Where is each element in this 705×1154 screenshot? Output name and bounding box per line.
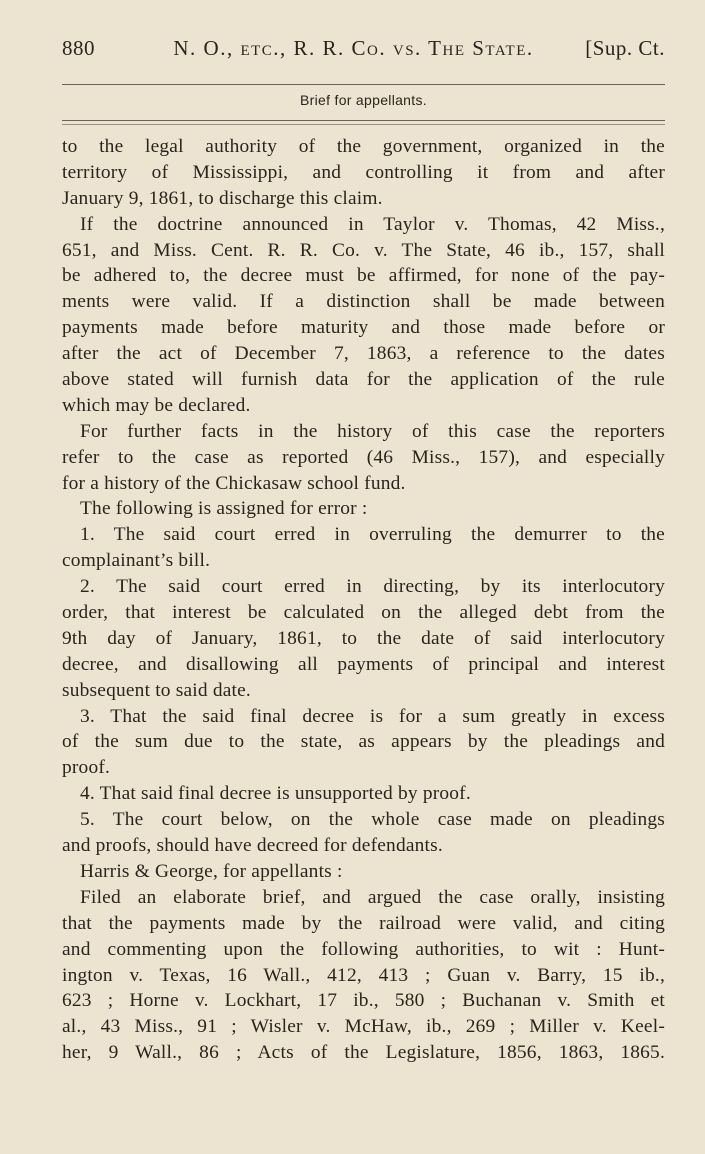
- text-line: her, 9 Wall., 86 ; Acts of the Legislature, 1856, 1863, 1865.: [62, 1042, 665, 1064]
- text-line: after the act of December 7, 1863, a reference to the dates: [62, 343, 665, 365]
- text-line: decree, and disallowing all payments of principal and interest: [62, 653, 665, 675]
- text-line: which may be declared.: [62, 394, 251, 416]
- text-line: 2. The said court erred in directing, by its interlocutory: [80, 576, 665, 598]
- text-line: be adhered to, the decree must be affirmed, for none of the pay-: [62, 265, 665, 287]
- text-line: 623 ; Horne v. Lockhart, 17 ib., 580 ; Buchanan v. Smith et: [62, 990, 665, 1012]
- text-line: The following is assigned for error :: [80, 498, 368, 520]
- text-line: 1. The said court erred in overruling the demurrer to the: [80, 524, 665, 546]
- text-line: complainant’s bill.: [62, 550, 211, 572]
- text-line: Harris & George, for appellants :: [80, 860, 343, 882]
- text-line: and proofs, should have decreed for defendants.: [62, 835, 443, 857]
- text-line: territory of Mississippi, and controlling it from and after: [62, 161, 665, 183]
- text-line: al., 43 Miss., 91 ; Wisler v. McHaw, ib., 269 ; Miller v. Keel-: [62, 1016, 665, 1038]
- text-line: ments were valid. If a distinction shall be made between: [62, 291, 665, 313]
- subheader-rule: [62, 120, 665, 121]
- running-title: N. O., etc., R. R. Co. vs. The State.: [173, 36, 534, 60]
- text-line: Filed an elaborate brief, and argued the case orally, insisting: [80, 886, 665, 908]
- text-line: January 9, 1861, to discharge this claim.: [62, 187, 383, 209]
- text-line: If the doctrine announced in Taylor v. Thomas, 42 Miss.,: [80, 213, 665, 235]
- text-line: above stated will furnish data for the application of the rule: [62, 369, 665, 391]
- text-line: to the legal authority of the government, organized in the: [62, 136, 665, 157]
- text-line: proof.: [62, 757, 111, 779]
- text-line: 651, and Miss. Cent. R. R. Co. v. The State, 46 ib., 157, shall: [62, 239, 665, 261]
- body-text: [62, 134, 665, 1066]
- text-line: 4. That said final decree is unsupported by proof.: [80, 783, 471, 805]
- text-line: 5. The court below, on the whole case made on pleadings: [80, 809, 665, 831]
- text-line: 3. That the said final decree is for a sum greatly in excess: [80, 705, 665, 727]
- text-line: payments made before maturity and those made before or: [62, 317, 665, 339]
- text-line: subsequent to said date.: [62, 679, 251, 701]
- running-header: [62, 36, 665, 70]
- court-label: [Sup. Ct.: [585, 36, 665, 60]
- text-line: refer to the case as reported (46 Miss., 157), and especially: [62, 446, 665, 468]
- text-line: of the sum due to the state, as appears by the pleadings and: [62, 731, 665, 753]
- text-line: for a history of the Chickasaw school fund.: [62, 472, 406, 494]
- text-line: and commenting upon the following authorities, to wit : Hunt-: [62, 938, 665, 960]
- text-line: For further facts in the history of this case the reporters: [80, 420, 665, 442]
- text-line: ington v. Texas, 16 Wall., 412, 413 ; Guan v. Barry, 15 ib.,: [62, 964, 665, 986]
- page-number: 880: [62, 36, 95, 60]
- text-line: order, that interest be calculated on the alleged debt from the: [62, 602, 665, 624]
- text-line: that the payments made by the railroad were valid, and citing: [62, 912, 665, 934]
- text-line: 9th day of January, 1861, to the date of said interlocutory: [62, 627, 665, 649]
- subheader-rule-thin: [62, 124, 665, 125]
- header-rule: [62, 84, 665, 85]
- section-subheader: Brief for appellants.: [300, 92, 427, 108]
